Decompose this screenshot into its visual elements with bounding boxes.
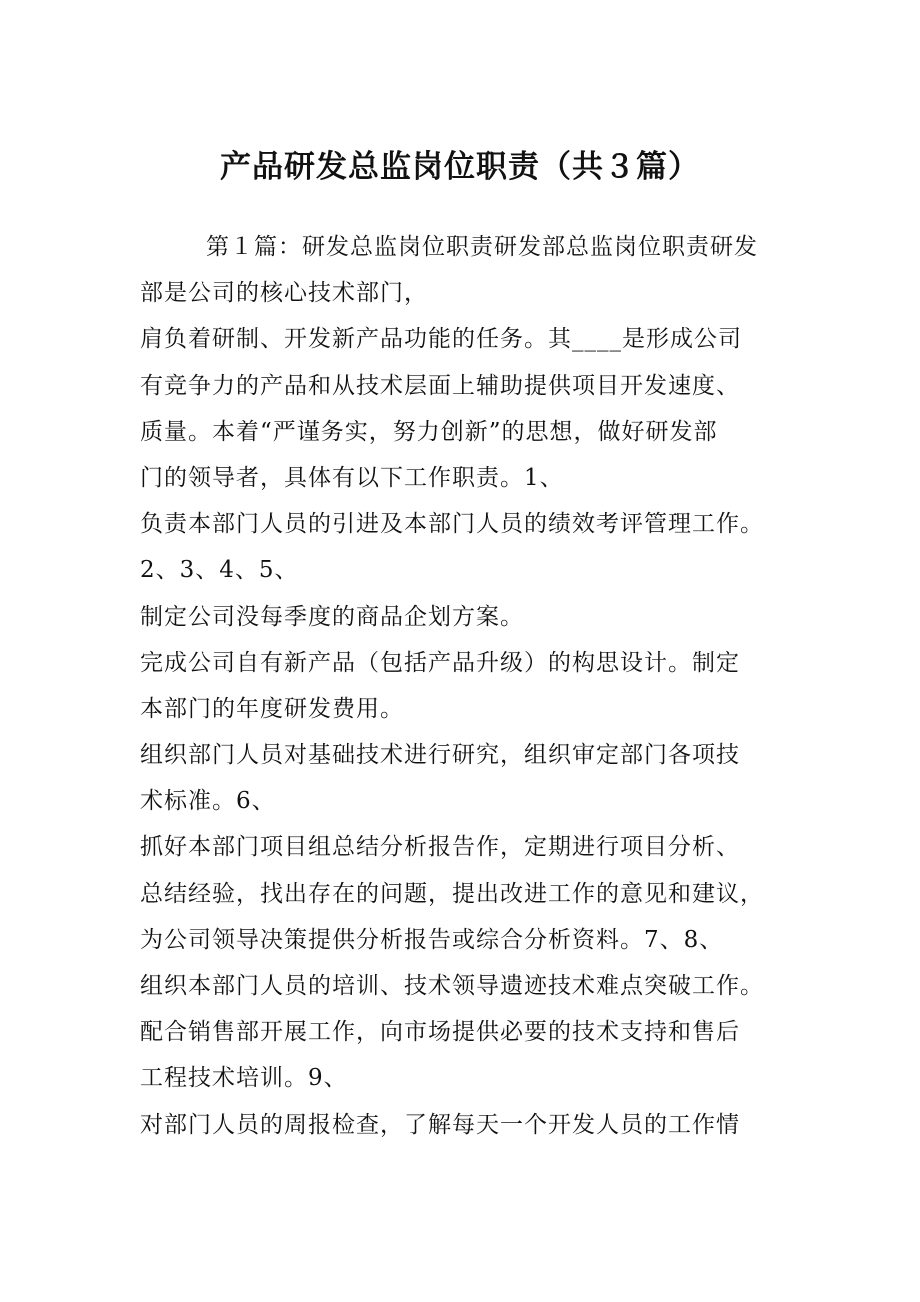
body-line: 肩负着研制、开发新产品功能的任务。其____是形成公司 (140, 326, 742, 353)
body-line: 2、3、4、5、 (140, 557, 299, 584)
body-line: 门的领导者，具体有以下工作职责。1、 (140, 464, 564, 491)
body-line: 工程技术培训。9、 (140, 1065, 348, 1092)
body-line: 负责本部门人员的引进及本部门人员的绩效考评管理工作。 (140, 511, 764, 538)
body-line: 组织本部门人员的培训、技术领导遗迹技术难点突破工作。 (140, 973, 764, 999)
body-line: 本部门的年度研发费用。 (140, 695, 404, 722)
body-line: 为公司领导决策提供分析报告或综合分析资料。7、8、 (140, 926, 724, 953)
body-line: 术标准。6、 (140, 788, 276, 815)
body-line: 组织部门人员对基础技术进行研究，组织审定部门各项技 (140, 742, 740, 769)
body-line: 总结经验，找出存在的问题，提出改进工作的意见和建议， (140, 880, 764, 907)
body-line: 第１篇：研发总监岗位职责研发部总监岗位职责研发 (206, 234, 758, 260)
body-line: 有竞争力的产品和从技术层面上辅助提供项目开发速度、 (140, 372, 740, 399)
body-line: 质量。本着“严谨务实，努力创新”的思想，做好研发部 (140, 418, 718, 445)
body-line: 配合销售部开展工作，向市场提供必要的技术支持和售后 (140, 1019, 740, 1046)
document-title: 产品研发总监岗位职责（共３篇） (220, 149, 700, 185)
body-line: 部是公司的核心技术部门， (140, 280, 428, 307)
body-line: 对部门人员的周报检查，了解每天一个开发人员的工作情 (140, 1111, 740, 1138)
body-line: 完成公司自有新产品（包括产品升级）的构思设计。制定 (140, 649, 740, 676)
body-line: 制定公司没每季度的商品企划方案。 (140, 603, 524, 630)
document-body (140, 224, 780, 1148)
body-line: 抓好本部门项目组总结分析报告作，定期进行项目分析、 (140, 834, 740, 861)
